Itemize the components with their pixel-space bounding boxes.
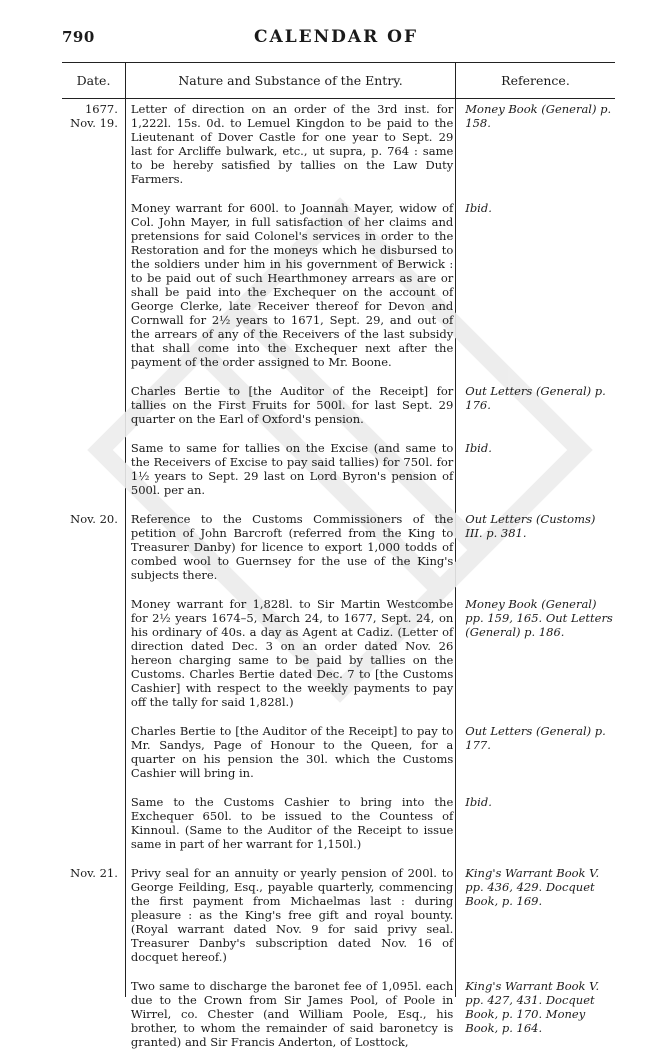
entry-text: Charles Bertie to [the Auditor of the Receipt] for tallies on the First Fruits for 500l. for last Sept. 29 quarter on the Earl of Oxford's pension.	[130, 384, 454, 426]
entry-row	[62, 795, 615, 851]
entry-row	[62, 724, 615, 780]
entry-text: Charles Bertie to [the Auditor of the Receipt] to pay to Mr. Sandys, Page of Honour to the Queen, for a quarter on his pension the 30l. which the Customs Cashier will bring in.	[130, 724, 454, 780]
entry-date: Nov. 21.	[70, 866, 118, 880]
entry-row	[62, 512, 615, 582]
entry-date: 1677. Nov. 19.	[70, 102, 118, 130]
entry-reference: Money Book (General) pp. 159, 165. Out Letters (General) p. 186.	[465, 597, 613, 639]
column-header-reference: Reference.	[501, 73, 570, 88]
entry-date: Nov. 20.	[70, 512, 118, 526]
entry-text: Reference to the Customs Commissioners of the petition of John Barcroft (referred from the King to Treasurer Danby) for licence to export 1,000 todds of combed wool to Guernsey for the use of the King's subjects there.	[130, 512, 454, 582]
entry-text: Privy seal for an annuity or yearly pension of 200l. to George Feilding, Esq., payable quarterly, commencing the first payment from Michaelmas last : during pleasure : as the King's free gift and royal bounty. (Royal warrant dated Nov. 9 for said privy seal. Treasurer Danby's subscription dated Nov. 16 of docquet hereof.)	[130, 866, 454, 964]
entry-row	[62, 866, 615, 964]
entry-reference: Out Letters (General) p. 177.	[465, 724, 606, 752]
entry-text: Same to same for tallies on the Excise (and same to the Receivers of Excise to pay said tallies) for 750l. for 1½ years to Sept. 29 last on Lord Byron's pension of 500l. per an.	[130, 441, 454, 497]
page-number: 790	[62, 28, 95, 46]
entry-text: Same to the Customs Cashier to bring into the Exchequer 650l. to be issued to the Countess of Kinnoul. (Same to the Auditor of the Receipt to issue same in part of her warrant for 1,150l.)	[130, 795, 454, 851]
table-top-rule	[62, 62, 615, 63]
entry-list	[62, 102, 615, 1064]
entry-row	[62, 597, 615, 709]
entry-text: Letter of direction on an order of the 3rd inst. for 1,222l. 15s. 0d. to Lemuel Kingdon to be paid to the Lieutenant of Dover Castle for one year to Sept. 29 last for Arcliffe bulwark, etc., ut supra, p. 764 : same to be hereby satisfied by tallies on the Law Duty Farmers.	[130, 102, 454, 186]
table-header-rule	[62, 98, 615, 99]
entry-row	[62, 441, 615, 497]
column-header-date: Date.	[76, 73, 111, 88]
entry-reference: King's Warrant Book V. pp. 427, 431. Docquet Book, p. 170. Money Book, p. 164.	[465, 979, 600, 1035]
entry-text: Money warrant for 600l. to Joannah Mayer, widow of Col. John Mayer, in full satisfaction of her claims and pretensions for said Colonel's services in order to the Restoration and for the moneys which he disbursed to the soldiers under him in his government of Berwick : to be paid out of such Hearthmoney arrears as are or shall be paid into the Exchequer on the account of George Clerke, late Receiver thereof for Devon and Cornwall for 2½ years to 1671, Sept. 29, and out of the arrears of any of the Receivers of the last subsidy that shall come into the Exchequer next after the payment of the order assigned to Mr. Boone.	[130, 201, 454, 369]
entry-reference: Out Letters (Customs) III. p. 381.	[465, 512, 596, 540]
entry-text: Two same to discharge the baronet fee of 1,095l. each due to the Crown from Sir James Pool, of Poole in Wirrel, co. Chester (and William Poole, Esq., his brother, to whom the remainder of said baronetcy is granted) and Sir Francis Anderton, of Losttock,	[130, 979, 454, 1049]
entry-reference: Out Letters (General) p. 176.	[465, 384, 606, 412]
entry-reference: King's Warrant Book V. pp. 436, 429. Docquet Book, p. 169.	[465, 866, 600, 908]
entry-reference: Money Book (General) p. 158.	[465, 102, 612, 130]
entry-reference: Ibid.	[465, 795, 492, 809]
running-title: CALENDAR OF	[253, 27, 419, 47]
entry-text: Money warrant for 1,828l. to Sir Martin Westcombe for 2½ years 1674–5, March 24, to 1677, Sept. 24, on his ordinary of 40s. a day as Agent at Cadiz. (Letter of direction dated Dec. 3 on an order dated Nov. 26 hereon charging same to be paid by tallies on the Customs. Charles Bertie dated Dec. 7 to [the Customs Cashier] with respect to the weekly payments to pay off the tally for said 1,828l.)	[130, 597, 454, 709]
column-header-nature: Nature and Substance of the Entry.	[178, 73, 403, 88]
entry-row	[62, 201, 615, 369]
entry-row	[62, 102, 615, 186]
entry-row	[62, 384, 615, 426]
entry-reference: Ibid.	[465, 441, 492, 455]
entry-row	[62, 979, 615, 1049]
entry-reference: Ibid.	[465, 201, 492, 215]
